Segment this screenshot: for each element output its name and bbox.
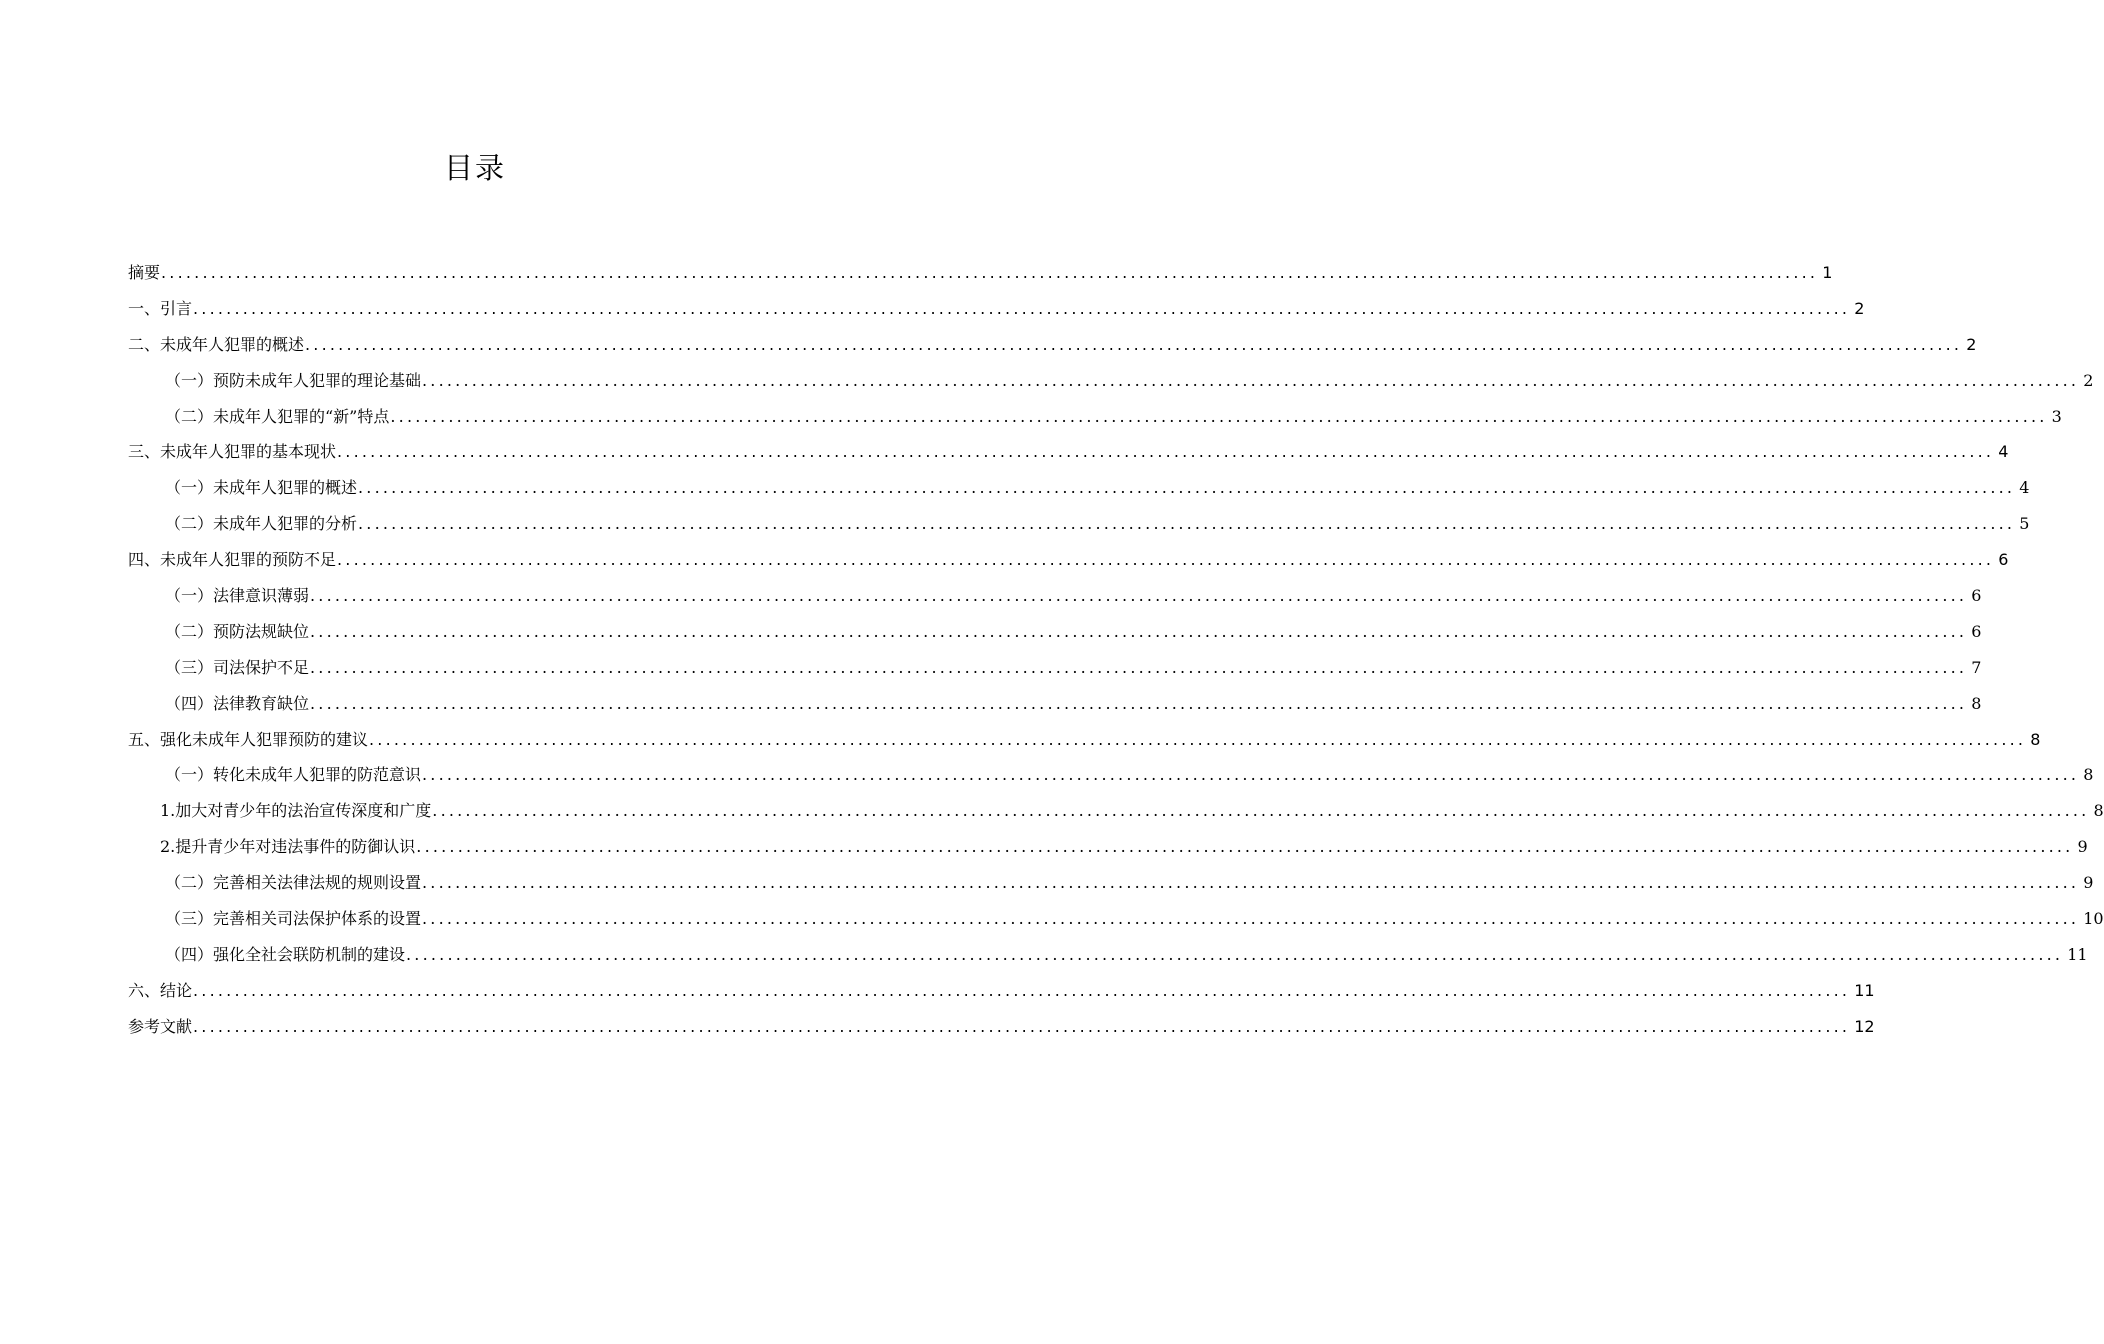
toc-entry-title: （一）法律意识薄弱 <box>165 586 310 606</box>
dot-leader: ........................................................................................................................................................................................................ <box>369 729 2027 749</box>
toc-entry-page-number: 6 <box>1971 586 1982 606</box>
toc-entry[interactable] <box>128 722 2041 758</box>
toc-entry[interactable] <box>128 937 2088 973</box>
dot-leader: ........................................................................................................................................................................................................ <box>310 586 1968 606</box>
toc-entry-page-number: 8 <box>2083 765 2094 785</box>
toc-entry-title: （二）未成年人犯罪的“新”特点 <box>165 406 390 426</box>
dot-leader: ........................................................................................................................................................................................................ <box>310 693 1968 713</box>
toc-entry-title: 四、未成年人犯罪的预防不足 <box>128 550 337 570</box>
dot-leader: ........................................................................................................................................................................................................ <box>422 909 2080 929</box>
toc-entry-page-number: 9 <box>2077 837 2088 857</box>
dot-leader: ........................................................................................................................................................................................................ <box>193 298 1851 318</box>
toc-entry-page-number: 5 <box>2019 514 2030 534</box>
toc-entry-page-number: 7 <box>1971 657 1982 677</box>
toc-entry[interactable] <box>128 578 1982 614</box>
toc-entry-page-number: 8 <box>2030 729 2041 749</box>
toc-entry[interactable] <box>128 363 2094 399</box>
dot-leader: ........................................................................................................................................................................................................ <box>161 263 1819 282</box>
toc-entry-page-number: 8 <box>2093 801 2104 821</box>
dot-leader: ........................................................................................................................................................................................................ <box>358 514 2016 534</box>
toc-entry-page-number: 2 <box>1966 334 1977 354</box>
toc-entry[interactable] <box>128 470 2030 506</box>
toc-entry-title: 摘要 <box>128 263 161 282</box>
toc-entry[interactable] <box>128 686 1982 722</box>
toc-entry-title: （四）法律教育缺位 <box>165 693 310 713</box>
toc-entry-title: （三）司法保护不足 <box>165 657 310 677</box>
toc-entry[interactable] <box>128 434 2009 470</box>
toc-entry-title: 2.提升青少年对违法事件的防御认识 <box>160 837 416 857</box>
dot-leader: ........................................................................................................................................................................................................ <box>406 944 2064 964</box>
toc-entry[interactable] <box>128 399 2062 435</box>
toc-entry-page-number: 12 <box>1854 1016 1875 1036</box>
toc-entry-title: （三）完善相关司法保护体系的设置 <box>165 909 422 929</box>
dot-leader: ........................................................................................................................................................................................................ <box>422 370 2080 390</box>
toc-entry[interactable] <box>128 614 1982 650</box>
dot-leader: ........................................................................................................................................................................................................ <box>390 406 2048 426</box>
toc-entry-page-number: 3 <box>2051 406 2062 426</box>
toc-entry-page-number: 10 <box>2083 909 2104 929</box>
toc-entry-title: 1.加大对青少年的法治宣传深度和广度 <box>160 801 432 821</box>
toc-entry[interactable] <box>128 255 1833 291</box>
toc-entry[interactable] <box>128 542 2009 578</box>
toc-entry[interactable] <box>128 650 1982 686</box>
toc-entry-title: 三、未成年人犯罪的基本现状 <box>128 442 337 462</box>
dot-leader: ........................................................................................................................................................................................................ <box>310 657 1968 677</box>
toc-entry-title: （二）未成年人犯罪的分析 <box>165 514 358 534</box>
toc-entry[interactable] <box>128 901 2104 937</box>
toc-entry-page-number: 4 <box>2019 478 2030 498</box>
toc-entry-page-number: 4 <box>1998 442 2009 462</box>
dot-leader: ........................................................................................................................................................................................................ <box>358 478 2016 498</box>
toc-entry-title: （一）未成年人犯罪的概述 <box>165 478 358 498</box>
toc-entry-title: （一）转化未成年人犯罪的防范意识 <box>165 765 422 785</box>
toc-entry-title: 一、引言 <box>128 298 193 318</box>
dot-leader: ........................................................................................................................................................................................................ <box>422 873 2080 893</box>
table-of-contents <box>128 255 2104 1045</box>
toc-entry[interactable] <box>128 973 1875 1009</box>
toc-entry-page-number: 11 <box>1854 980 1875 1000</box>
dot-leader: ........................................................................................................................................................................................................ <box>416 837 2074 857</box>
dot-leader: ........................................................................................................................................................................................................ <box>432 801 2090 821</box>
toc-entry[interactable] <box>128 793 2104 829</box>
toc-entry-title: 六、结论 <box>128 980 193 1000</box>
dot-leader: ........................................................................................................................................................................................................ <box>305 334 1963 354</box>
toc-entry-title: （二）预防法规缺位 <box>165 621 310 641</box>
toc-entry-page-number: 1 <box>1822 263 1833 282</box>
toc-entry-page-number: 6 <box>1998 550 2009 570</box>
toc-entry-title: （二）完善相关法律法规的规则设置 <box>165 873 422 893</box>
toc-entry[interactable] <box>128 327 1977 363</box>
page-title: 目录 <box>443 151 506 185</box>
toc-entry-title: 参考文献 <box>128 1016 193 1036</box>
toc-entry-page-number: 6 <box>1971 621 1982 641</box>
dot-leader: ........................................................................................................................................................................................................ <box>337 442 1995 462</box>
dot-leader: ........................................................................................................................................................................................................ <box>310 621 1968 641</box>
toc-entry[interactable] <box>128 757 2094 793</box>
toc-entry[interactable] <box>128 865 2094 901</box>
toc-entry-title: 二、未成年人犯罪的概述 <box>128 334 305 354</box>
toc-entry-page-number: 2 <box>1854 298 1865 318</box>
toc-entry[interactable] <box>128 506 2030 542</box>
toc-entry-title: （一）预防未成年人犯罪的理论基础 <box>165 370 422 390</box>
toc-entry[interactable] <box>128 1009 1875 1045</box>
toc-entry-page-number: 11 <box>2067 944 2088 964</box>
toc-entry-page-number: 9 <box>2083 873 2094 893</box>
toc-entry[interactable] <box>128 829 2088 865</box>
dot-leader: ........................................................................................................................................................................................................ <box>337 550 1995 570</box>
dot-leader: ........................................................................................................................................................................................................ <box>422 765 2080 785</box>
toc-entry-title: （四）强化全社会联防机制的建设 <box>165 944 406 964</box>
dot-leader: ........................................................................................................................................................................................................ <box>193 1016 1851 1036</box>
toc-entry-page-number: 8 <box>1971 693 1982 713</box>
dot-leader: ........................................................................................................................................................................................................ <box>193 980 1851 1000</box>
toc-entry-title: 五、强化未成年人犯罪预防的建议 <box>128 729 369 749</box>
toc-entry[interactable] <box>128 291 1865 327</box>
toc-entry-page-number: 2 <box>2083 370 2094 390</box>
